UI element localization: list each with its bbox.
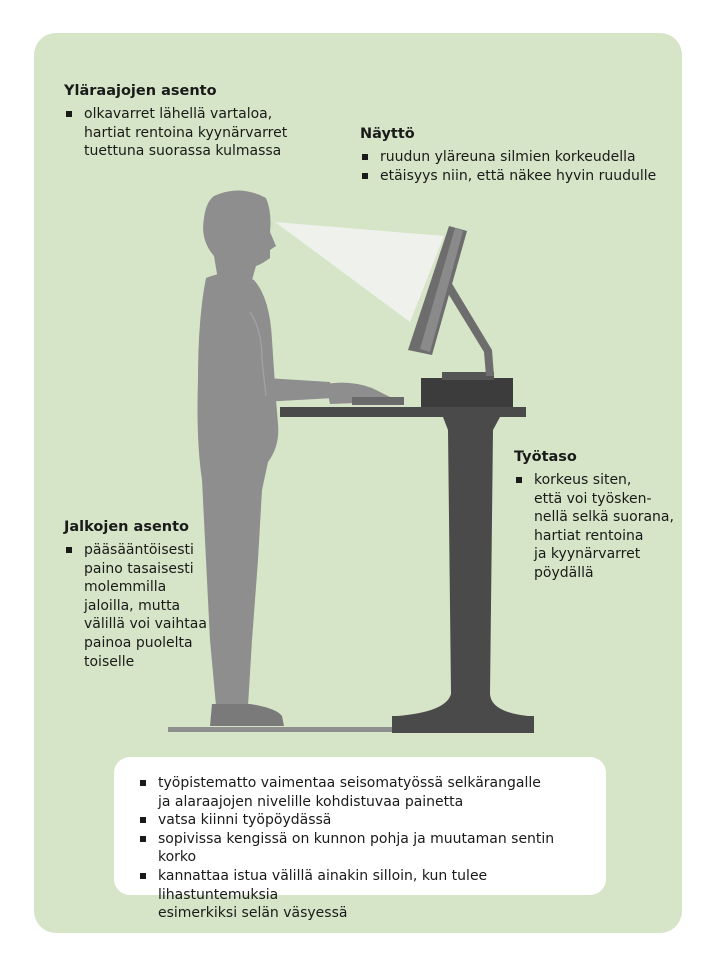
- note-item: kannattaa istua välillä ainakin silloin, kun tulee lihastuntemuksia esimerkiksi selän väsyessä: [138, 867, 596, 923]
- desk-block: [514, 448, 674, 583]
- note-item: työpistematto vaimentaa seisomatyössä selkärangalle ja alaraajojen nivelille kohdistuvaa painetta: [138, 774, 596, 811]
- notes-box: [114, 757, 606, 922]
- legs-block: [64, 518, 214, 671]
- upper-limbs-list: [64, 105, 324, 161]
- monitor-block: [360, 125, 660, 185]
- desk-list: [514, 471, 674, 583]
- monitor-item: ruudun yläreuna silmien korkeudella: [360, 148, 660, 167]
- monitor-item: etäisyys niin, että näkee hyvin ruudulle: [360, 167, 660, 186]
- upper-limbs-block: [64, 82, 324, 161]
- sight-cone: [275, 222, 444, 322]
- notes-list: [114, 757, 606, 923]
- legs-item: pääsääntöisesti paino tasaisesti molemmilla jaloilla, mutta välillä voi vaihtaa painoa puolelta toiselle: [64, 541, 214, 671]
- upper-limbs-title: Yläraajojen asento: [64, 83, 217, 99]
- desk-title: Työtaso: [514, 449, 577, 465]
- desk-item: korkeus siten, että voi työsken- nellä selkä suorana, hartiat rentoina ja kyynärvarret pöydällä: [514, 471, 674, 583]
- standing-desk: [280, 407, 534, 733]
- monitor-title: Näyttö: [360, 126, 415, 142]
- keyboard: [352, 397, 404, 405]
- upper-limbs-item: olkavarret lähellä vartaloa, hartiat rentoina kyynärvarret tuettuna suorassa kulmassa: [64, 105, 324, 161]
- legs-list: [64, 541, 214, 671]
- note-item: sopivissa kengissä on kunnon pohja ja muutaman sentin korko: [138, 830, 596, 867]
- monitor-list: [360, 148, 660, 185]
- floor-mat: [168, 727, 394, 732]
- note-item: vatsa kiinni työpöydässä: [138, 811, 596, 830]
- legs-title: Jalkojen asento: [64, 519, 190, 535]
